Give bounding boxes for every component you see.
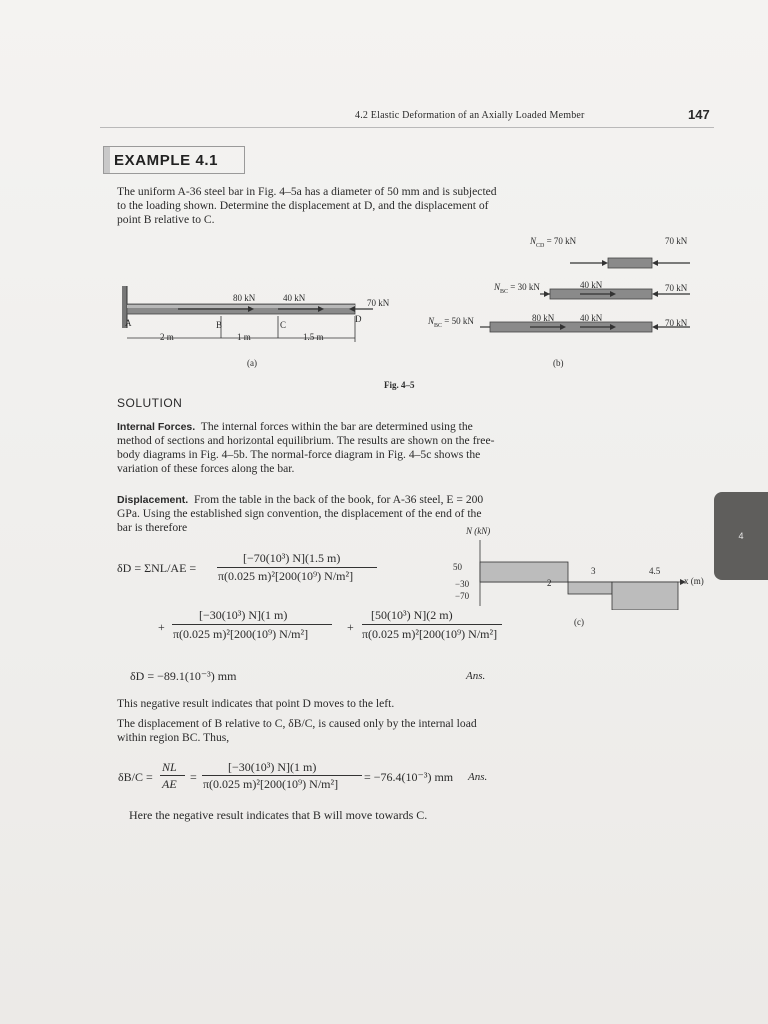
row3-80kn-label: 80 kN — [532, 313, 555, 323]
dim-1-5m-label: 1.5 m — [303, 332, 324, 342]
chapter-tab-number: 4 — [738, 531, 744, 541]
nbc-30-label: $N_{BC} = 30$ kN — [494, 282, 540, 295]
force-bar-0–2 — [480, 562, 568, 582]
dim-2m-label: 2 m — [160, 332, 174, 342]
point-d-label: D — [355, 314, 362, 324]
eq1-term1-num: [−70(10³) N](1.5 m) — [243, 551, 341, 565]
x-tick-3: 3 — [591, 566, 596, 576]
load-70kn-label: 70 kN — [367, 298, 390, 308]
row3-right-load: 70 kN — [665, 318, 688, 328]
example-title — [103, 146, 245, 174]
example-title-text: EXAMPLE 4.1 — [114, 151, 219, 169]
chart-x-label: x (m) — [684, 576, 704, 586]
eq2-num: [−30(10³) N](1 m) — [228, 760, 317, 774]
chart-y-label: N (kN) — [466, 526, 491, 536]
eq1-term1-den: π(0.025 m)²[200(10⁹) N/m²] — [218, 569, 354, 583]
eq1-plus-2: + — [347, 620, 354, 634]
eq2-lhs: δB/C = — [118, 770, 153, 784]
dim-1m-label: 1 m — [237, 332, 251, 342]
figure-part-a — [118, 276, 378, 366]
point-a-label: A — [125, 318, 132, 328]
eq2-ae: AE — [162, 777, 177, 791]
eq1-term3-num: [50(10³) N](2 m) — [371, 608, 453, 622]
eq1-term3-bar — [362, 624, 502, 625]
load-40kn-label: 40 kN — [283, 293, 306, 303]
eq2-nl-bar — [160, 775, 185, 776]
header-rule — [100, 127, 714, 128]
eq2-nl: NL — [162, 760, 177, 774]
force-bar-2–3 — [568, 582, 612, 594]
eq1-term2-num: [−30(10³) N](1 m) — [199, 608, 288, 622]
result1: δD = −89.1(10⁻³) mm — [130, 669, 237, 683]
row3-40kn-label: 40 kN — [580, 313, 603, 323]
eq1-term2-den: π(0.025 m)²[200(10⁹) N/m²] — [173, 627, 309, 641]
displacement-paragraph — [117, 493, 497, 535]
eq2-result: = −76.4(10⁻³) mm — [364, 770, 454, 784]
row2-right-load: 70 kN — [665, 283, 688, 293]
y-tick-neg70: −70 — [455, 591, 470, 601]
point-b-label: B — [216, 320, 223, 330]
page-number: 147 — [688, 107, 710, 122]
displacement-title: Displacement. — [117, 494, 189, 506]
displacement-text: From the table in the back of the book, for A-36 steel, E = 200 GPa. Using the established sign convention, the displacement of the end of the bar is therefore — [117, 493, 484, 534]
ncd-right-load: 70 kN — [665, 236, 688, 246]
y-tick-50: 50 — [453, 562, 462, 572]
row2-40kn-label: 40 kN — [580, 280, 603, 290]
figure-part-c-label: (c) — [574, 617, 584, 627]
eq2-bar — [202, 775, 362, 776]
ans-label-1: Ans. — [466, 670, 486, 682]
eq1-term1-bar — [217, 567, 377, 568]
solution-heading: SOLUTION — [117, 396, 183, 410]
eq1-lhs: δD = ΣNL/AE = — [117, 561, 197, 575]
x-tick-4-5: 4.5 — [649, 566, 661, 576]
eq1-term2-bar — [172, 624, 332, 625]
relative-text: The displacement of B relative to C, δB/C, is caused only by the internal load within region BC. Thus, — [117, 717, 477, 744]
normal-force-chart — [440, 540, 700, 610]
eq1-term3-den: π(0.025 m)²[200(10⁹) N/m²] — [362, 627, 498, 641]
point-c-label: C — [280, 320, 287, 330]
ncd-label: $N_{CD} = 70$ kN — [530, 236, 577, 249]
running-header: 4.2 Elastic Deformation of an Axially Loaded Member — [355, 110, 585, 121]
x-tick-2: 2 — [547, 578, 552, 588]
force-bar-3–4.5 — [612, 582, 678, 610]
load-80kn-label: 80 kN — [233, 293, 256, 303]
figure-part-a-label: (a) — [247, 358, 257, 368]
negative-note: This negative result indicates that point D moves to the left. — [117, 697, 395, 710]
nbc-50-label: $N_{BC} = 50$ kN — [428, 316, 474, 329]
eq2-equals: = — [190, 770, 197, 784]
ans-label-2: Ans. — [468, 771, 488, 783]
internal-forces-text: The internal forces within the bar are determined using the method of sections and horizontal equilibrium. The results are shown on the free-body diagrams in Fig. 4–5b. The normal-force diagram in Fig. 4–5c shows the variation of these forces along the bar. — [117, 420, 495, 475]
final-note: Here the negative result indicates that B will move towards C. — [129, 808, 428, 822]
eq1-plus-1: + — [158, 620, 165, 634]
internal-forces-paragraph — [117, 420, 507, 476]
eq2-den: π(0.025 m)²[200(10⁹) N/m²] — [203, 777, 339, 791]
y-tick-neg30: −30 — [455, 579, 470, 589]
chapter-tab — [714, 492, 768, 580]
problem-statement: The uniform A-36 steel bar in Fig. 4–5a has a diameter of 50 mm and is subjected to the loading shown. Determine the displacement at D, and the displacement of point B relative to C. — [117, 185, 497, 226]
internal-forces-title: Internal Forces. — [117, 421, 196, 433]
figure-part-b-label: (b) — [553, 358, 564, 368]
figure-caption: Fig. 4–5 — [384, 380, 415, 390]
